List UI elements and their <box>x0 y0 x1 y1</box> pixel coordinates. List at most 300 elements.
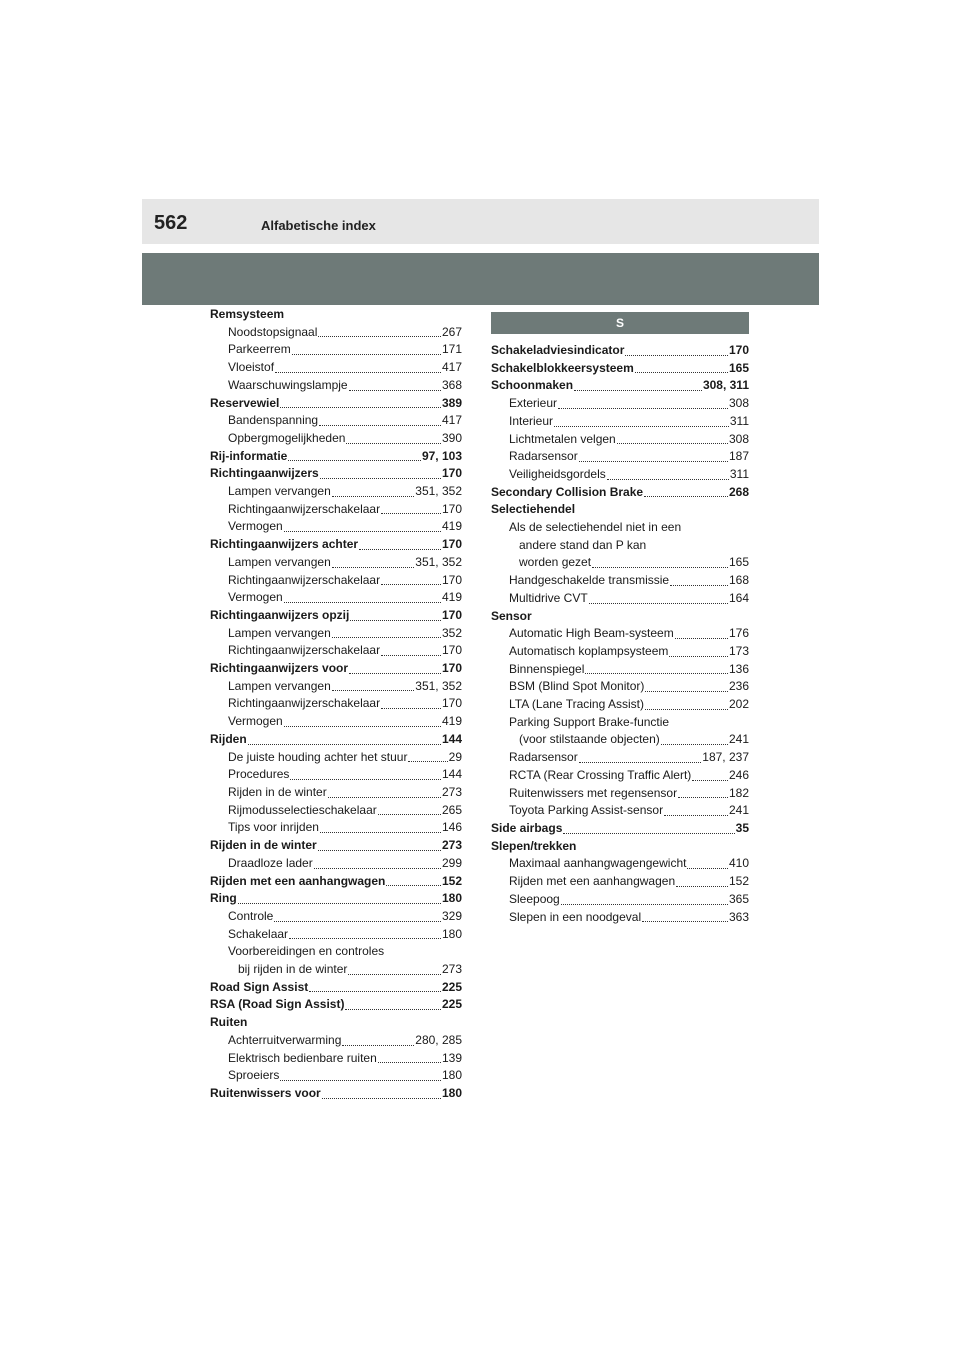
dot-leader <box>558 408 728 409</box>
index-entry-label: Ruiten <box>210 1015 248 1030</box>
index-entry-label: Richtingaanwijzers achter <box>210 537 359 552</box>
dot-leader <box>348 974 441 975</box>
index-entry-page: 273 <box>441 784 462 799</box>
index-entry <box>210 873 462 891</box>
index-entry-label: Interieur <box>509 413 554 428</box>
header-banner <box>142 253 819 305</box>
index-entry <box>210 1085 462 1103</box>
index-entry <box>210 1050 462 1068</box>
index-entry <box>210 943 462 961</box>
index-entry <box>491 855 749 873</box>
dot-leader <box>645 691 728 692</box>
index-entry-page: 97, 103 <box>421 448 462 463</box>
index-entry-page: 202 <box>728 697 749 712</box>
dot-leader <box>687 868 728 869</box>
index-entry-label: Vermogen <box>228 714 283 729</box>
dot-leader <box>670 585 728 586</box>
index-entry-page: 173 <box>728 643 749 658</box>
index-entry-label: Handgeschakelde transmissie <box>509 573 670 588</box>
index-entry-page: 351, 352 <box>415 554 462 569</box>
index-entry <box>210 359 462 377</box>
index-entry-label: Maximaal aanhangwagengewicht <box>509 856 687 871</box>
index-entry-label: LTA (Lane Tracing Assist) <box>509 697 644 712</box>
index-entry-label: RCTA (Rear Crossing Traffic Alert) <box>509 767 692 782</box>
index-entry-page: 35 <box>735 820 749 835</box>
index-entry <box>491 714 749 732</box>
index-entry-label: Rijden <box>210 731 247 746</box>
index-entry-label: BSM (Blind Spot Monitor) <box>509 679 645 694</box>
index-entry-page: 168 <box>728 573 749 588</box>
index-entry-label: Radarsensor <box>509 750 578 765</box>
dot-leader <box>274 921 441 922</box>
index-entry <box>491 785 749 803</box>
index-entry-page: 225 <box>441 979 462 994</box>
index-entry-page: 351, 352 <box>415 484 462 499</box>
index-entry-label: Schakelaar <box>228 926 289 941</box>
index-entry-label: Ruitenwissers voor <box>210 1085 321 1100</box>
dot-leader <box>328 797 441 798</box>
index-entry <box>491 377 749 395</box>
index-entry-label: Waarschuwingslampje <box>228 377 348 392</box>
index-entry-label: Lichtmetalen velgen <box>509 431 616 446</box>
index-entry-label: Remsysteem <box>210 307 285 321</box>
index-column-left <box>210 306 462 1103</box>
index-entry-label: Sproeiers <box>228 1068 280 1083</box>
dot-leader <box>645 709 728 710</box>
index-entry-page: 389 <box>441 395 462 410</box>
index-entry <box>210 855 462 873</box>
index-entry-label: Bandenspanning <box>228 413 319 428</box>
dot-leader <box>349 390 441 391</box>
index-entry-label: Procedures <box>228 767 290 782</box>
dot-leader <box>332 637 441 638</box>
index-entry <box>210 1014 462 1032</box>
index-entry-label: Veiligheidsgordels <box>509 466 606 481</box>
index-entry <box>491 802 749 820</box>
index-entry <box>210 961 462 979</box>
dot-leader <box>280 407 441 408</box>
index-entry-label: Rijmodusselectieschakelaar <box>228 802 377 817</box>
index-entry-page: 170 <box>441 661 462 676</box>
index-entry <box>210 996 462 1014</box>
index-entry <box>210 660 462 678</box>
index-entry-label: Lampen vervangen <box>228 625 331 640</box>
index-entry-label: Automatic High Beam-systeem <box>509 626 674 641</box>
dot-leader <box>642 921 728 922</box>
dot-leader <box>589 603 728 604</box>
index-entry-label: Richtingaanwijzers voor <box>210 661 349 676</box>
dot-leader <box>554 426 729 427</box>
index-entry-page: 170 <box>441 696 462 711</box>
index-entry <box>210 589 462 607</box>
index-entry-label: Rijden met een aanhangwagen <box>509 874 676 889</box>
index-entry-page: 144 <box>441 731 462 746</box>
index-entry-label: Richtingaanwijzers <box>210 466 319 481</box>
index-entry-label: Achterruitverwarming <box>228 1032 342 1047</box>
dot-leader <box>381 655 441 656</box>
index-entry-label: Reservewiel <box>210 395 280 410</box>
index-entry-page: 273 <box>441 962 462 977</box>
index-entry <box>210 412 462 430</box>
index-entry <box>210 377 462 395</box>
dot-leader <box>289 938 441 939</box>
index-entry-label: Parkeerrem <box>228 342 291 357</box>
index-entry-label: Selectiehendel <box>491 502 576 517</box>
dot-leader <box>378 814 441 815</box>
dot-leader <box>381 513 441 514</box>
dot-leader <box>346 443 441 444</box>
index-entry <box>210 625 462 643</box>
dot-leader <box>664 815 728 816</box>
index-entry-label: Road Sign Assist <box>210 979 309 994</box>
index-entry <box>491 661 749 679</box>
index-entry-page: 165 <box>728 360 749 375</box>
index-entry-page: 329 <box>441 908 462 923</box>
dot-leader <box>378 1062 441 1063</box>
index-entry <box>210 465 462 483</box>
index-entry-page: 182 <box>728 785 749 800</box>
index-entry-page: 308 <box>728 431 749 446</box>
dot-leader <box>292 354 441 355</box>
index-entry <box>210 713 462 731</box>
index-entry <box>210 1032 462 1050</box>
index-entry-label: Rijden met een aanhangwagen <box>210 873 386 888</box>
index-entry <box>210 802 462 820</box>
index-entry-page: 352 <box>441 625 462 640</box>
index-entry-label: Parking Support Brake-functie <box>509 714 670 729</box>
index-entry <box>210 554 462 572</box>
index-entry-page: 170 <box>441 501 462 516</box>
dot-leader <box>408 761 447 762</box>
index-entry-label: Schakelblokkeersysteem <box>491 360 634 375</box>
index-entry-label: Rij-informatie <box>210 448 288 463</box>
dot-leader <box>280 1080 441 1081</box>
index-entry-page: 419 <box>441 714 462 729</box>
dot-leader <box>661 744 728 745</box>
index-entry-page: 152 <box>441 873 462 888</box>
index-entry <box>210 607 462 625</box>
index-entry-page: 390 <box>441 430 462 445</box>
index-entry <box>491 395 749 413</box>
index-entry-page: 417 <box>441 360 462 375</box>
index-entry-page: 139 <box>441 1050 462 1065</box>
dot-leader <box>574 390 702 391</box>
index-entry <box>210 890 462 908</box>
index-entry <box>491 696 749 714</box>
dot-leader <box>579 461 728 462</box>
index-entry-page: 268 <box>728 484 749 499</box>
index-entry-label: Vermogen <box>228 519 283 534</box>
index-entry-page: 417 <box>441 413 462 428</box>
index-entry <box>491 554 749 572</box>
index-entry-label: bij rijden in de winter <box>238 962 348 977</box>
index-entry-page: 241 <box>728 803 749 818</box>
index-entry-page: 144 <box>441 767 462 782</box>
dot-leader <box>314 868 441 869</box>
dot-leader <box>607 479 729 480</box>
index-entry-page: 308 <box>728 396 749 411</box>
index-entry-label: Lampen vervangen <box>228 484 331 499</box>
index-entry-label: Richtingaanwijzerschakelaar <box>228 501 381 516</box>
index-entry <box>210 501 462 519</box>
index-entry <box>491 767 749 785</box>
index-entry-page: 267 <box>441 324 462 339</box>
index-entry <box>210 306 462 324</box>
dot-leader <box>275 372 441 373</box>
index-entry-label: Richtingaanwijzers opzij <box>210 607 350 622</box>
index-entry-page: 410 <box>728 856 749 871</box>
index-entry <box>210 784 462 802</box>
index-entry-label: andere stand dan P kan <box>519 537 647 552</box>
index-entry <box>491 431 749 449</box>
index-entry <box>491 360 749 378</box>
index-entry <box>491 590 749 608</box>
index-entry-label: Richtingaanwijzerschakelaar <box>228 572 381 587</box>
index-entry-label: Schoonmaken <box>491 378 574 393</box>
dot-leader <box>322 1098 441 1099</box>
index-entry <box>491 838 749 856</box>
index-entry-page: 308, 311 <box>702 378 749 393</box>
index-entry <box>491 625 749 643</box>
index-entry-page: 180 <box>441 1085 462 1100</box>
index-entry-page: 236 <box>728 679 749 694</box>
index-entry <box>210 979 462 997</box>
index-entry-label: Exterieur <box>509 396 558 411</box>
dot-leader <box>381 584 441 585</box>
index-entry <box>210 483 462 501</box>
index-entry-label: Vermogen <box>228 590 283 605</box>
index-entry-page: 29 <box>448 749 462 764</box>
index-entry-page: 365 <box>728 891 749 906</box>
dot-leader <box>284 531 441 532</box>
dot-leader <box>332 567 415 568</box>
index-entry-page: 311 <box>729 413 749 428</box>
index-entry <box>210 819 462 837</box>
dot-leader <box>617 443 728 444</box>
dot-leader <box>288 460 421 461</box>
index-entry <box>491 466 749 484</box>
index-entry-page: 311 <box>729 466 749 481</box>
index-entry-label: Lampen vervangen <box>228 678 331 693</box>
index-entry-label: Lampen vervangen <box>228 554 331 569</box>
index-entry-page: 265 <box>441 802 462 817</box>
dot-leader <box>318 336 441 337</box>
index-entry-page: 170 <box>441 643 462 658</box>
index-entry-label: Schakeladviesindicator <box>491 343 625 357</box>
index-entry <box>210 572 462 590</box>
dot-leader <box>692 780 728 781</box>
index-entry <box>210 1067 462 1085</box>
index-entry-label: Voorbereidingen en controles <box>228 944 385 959</box>
index-entry-label: Richtingaanwijzerschakelaar <box>228 643 381 658</box>
index-entry-page: 187 <box>728 449 749 464</box>
index-entry <box>210 448 462 466</box>
index-entry-page: 225 <box>441 997 462 1012</box>
index-entry-page: 180 <box>441 926 462 941</box>
index-entry-label: Multidrive CVT <box>509 590 588 605</box>
index-entry-page: 170 <box>441 572 462 587</box>
index-entry-label: De juiste houding achter het stuur <box>228 749 408 764</box>
page-number: 562 <box>154 212 188 234</box>
index-entry <box>491 342 749 360</box>
index-entry <box>491 537 749 555</box>
dot-leader <box>386 885 441 886</box>
dot-leader <box>669 656 728 657</box>
index-entry-label: Ruitenwissers met regensensor <box>509 785 678 800</box>
index-entry <box>491 501 749 519</box>
dot-leader <box>676 886 728 887</box>
index-entry <box>491 484 749 502</box>
index-entry <box>491 519 749 537</box>
index-entry <box>210 731 462 749</box>
dot-leader <box>675 638 728 639</box>
index-entry <box>491 731 749 749</box>
index-entry-page: 299 <box>441 855 462 870</box>
dot-leader <box>381 708 441 709</box>
header-bar <box>142 199 819 244</box>
index-entry-label: (voor stilstaande objecten) <box>519 732 660 747</box>
dot-leader <box>332 496 415 497</box>
index-entry-page: 170 <box>441 537 462 552</box>
index-entry-label: Vloeistof <box>228 360 275 375</box>
index-entry <box>210 430 462 448</box>
dot-leader <box>349 673 441 674</box>
index-entry-page: 273 <box>441 838 462 853</box>
section-title: Alfabetische index <box>261 218 376 233</box>
index-entry <box>210 766 462 784</box>
index-entry <box>491 891 749 909</box>
index-entry <box>210 749 462 767</box>
dot-leader <box>350 620 441 621</box>
index-entry <box>210 341 462 359</box>
dot-leader <box>320 478 441 479</box>
index-entry-label: Automatisch koplampsysteem <box>509 643 669 658</box>
dot-leader <box>318 850 441 851</box>
index-entry-page: 351, 352 <box>415 678 462 693</box>
index-entry-page: 241 <box>728 732 749 747</box>
dot-leader <box>320 832 441 833</box>
index-entry-page: 246 <box>728 767 749 782</box>
index-entry-page: 152 <box>728 874 749 889</box>
index-entry-label: Rijden in de winter <box>210 838 317 853</box>
index-entry-label: Radarsensor <box>509 449 578 464</box>
dot-leader <box>625 355 728 356</box>
index-entry <box>491 608 749 626</box>
index-entry <box>491 820 749 838</box>
index-entry-label: Binnenspiegel <box>509 661 585 676</box>
dot-leader <box>678 797 728 798</box>
index-entry-page: 146 <box>441 820 462 835</box>
dot-leader <box>290 779 441 780</box>
index-entry-page: 165 <box>728 555 749 570</box>
dot-leader <box>332 690 415 691</box>
index-entry-label: Tips voor inrijden <box>228 820 319 835</box>
index-entry-page: 170 <box>728 343 749 357</box>
index-entry-label: RSA (Road Sign Assist) <box>210 997 345 1012</box>
index-entry <box>491 678 749 696</box>
index-entry <box>210 395 462 413</box>
index-entry-label: Richtingaanwijzerschakelaar <box>228 696 381 711</box>
index-entry-label: Ring <box>210 891 237 906</box>
index-entry-page: 419 <box>441 519 462 534</box>
dot-leader <box>359 549 441 550</box>
dot-leader <box>284 602 441 603</box>
index-entry-label: Secondary Collision Brake <box>491 484 644 499</box>
dot-leader <box>319 425 441 426</box>
index-entry <box>491 448 749 466</box>
dot-leader <box>248 744 441 745</box>
index-entry-page: 170 <box>441 607 462 622</box>
index-entry-label: Side airbags <box>491 820 563 835</box>
index-entry-page: 170 <box>441 466 462 481</box>
index-entry-page: 176 <box>728 626 749 641</box>
index-entry-page: 180 <box>441 1068 462 1083</box>
dot-leader <box>585 673 728 674</box>
index-entry-page: 187, 237 <box>702 750 749 765</box>
index-entry <box>210 536 462 554</box>
index-entry-page: 164 <box>728 590 749 605</box>
dot-leader <box>284 726 441 727</box>
index-entry-page: 419 <box>441 590 462 605</box>
index-entry <box>491 909 749 927</box>
index-entry <box>210 926 462 944</box>
index-entry-page: 368 <box>441 377 462 392</box>
index-entry-label: Elektrisch bedienbare ruiten <box>228 1050 377 1065</box>
index-entry <box>491 413 749 431</box>
index-entry-page: 180 <box>441 891 462 906</box>
index-entry <box>210 678 462 696</box>
index-entry-page: 280, 285 <box>415 1032 462 1047</box>
index-entry <box>210 908 462 926</box>
index-entry-label: Als de selectiehendel niet in een <box>509 520 682 535</box>
index-entry-label: Sensor <box>491 608 532 623</box>
index-entry-label: Sleepoog <box>509 891 560 906</box>
index-entry <box>210 642 462 660</box>
dot-leader <box>345 1009 441 1010</box>
dot-leader <box>635 372 728 373</box>
dot-leader <box>579 762 702 763</box>
index-entry-label: Rijden in de winter <box>228 784 327 799</box>
index-entry-label: Toyota Parking Assist-sensor <box>509 803 664 818</box>
index-entry <box>210 695 462 713</box>
index-entry-label: Slepen in een noodgeval <box>509 909 642 924</box>
dot-leader <box>644 496 728 497</box>
index-entry <box>491 643 749 661</box>
index-entry <box>491 873 749 891</box>
dot-leader <box>342 1045 414 1046</box>
dot-leader <box>238 903 441 904</box>
index-column-right <box>491 306 749 926</box>
dot-leader <box>561 904 728 905</box>
index-entry-page: 171 <box>441 342 462 357</box>
index-entry <box>491 572 749 590</box>
index-entry-page: 363 <box>728 909 749 924</box>
dot-leader <box>563 833 734 834</box>
index-entry-label: worden gezet <box>519 555 592 570</box>
letter-heading: S <box>491 312 749 334</box>
index-entry <box>210 324 462 342</box>
index-entry-label: Controle <box>228 908 274 923</box>
index-entry-label: Draadloze lader <box>228 855 313 870</box>
index-entry <box>491 749 749 767</box>
index-entry <box>210 837 462 855</box>
index-entry-label: Opbergmogelijkheden <box>228 430 346 445</box>
index-entry-label: Slepen/trekken <box>491 838 577 853</box>
index-entry <box>210 518 462 536</box>
index-entry-page: 136 <box>728 661 749 676</box>
index-entry-label: Noodstopsignaal <box>228 324 318 339</box>
dot-leader <box>309 991 441 992</box>
